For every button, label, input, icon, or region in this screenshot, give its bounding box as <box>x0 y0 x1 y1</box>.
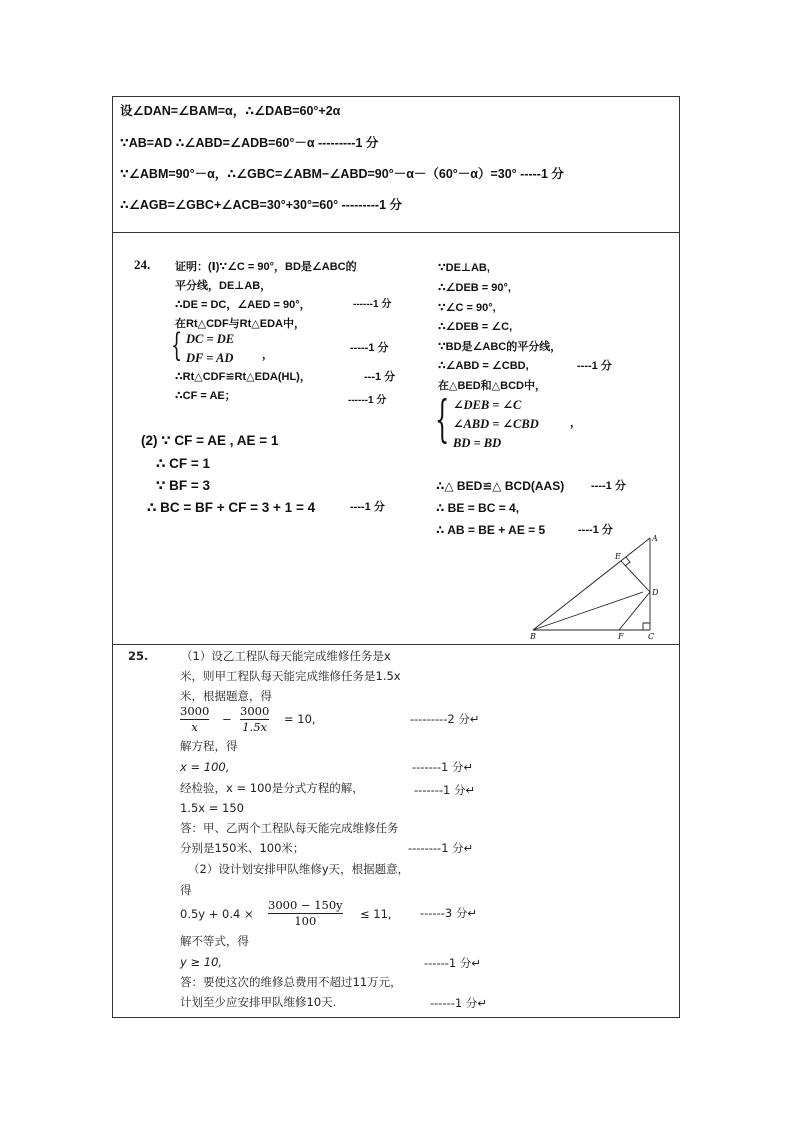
q24-right-line-9: ∴ BE = BC = 4, <box>436 501 520 515</box>
q25-line-10: （2）设计划安排甲队维修y天，根据题意， <box>188 862 410 876</box>
q24-left-score-3: ---1 分 <box>364 371 396 383</box>
label-A: A <box>652 534 658 543</box>
q24-part2-line-3: ∵ BF = 3 <box>156 478 211 493</box>
q25-number: 25. <box>128 649 149 663</box>
q25-line-15-score: ------1 分↵ <box>430 996 488 1010</box>
q25-line-6-score: -------1 分↵ <box>414 783 476 797</box>
q25-line-9-score: --------1 分↵ <box>408 841 474 855</box>
q25-line-15: 计划至少应安排甲队维修10天. <box>180 995 337 1009</box>
label-E: E <box>615 552 621 561</box>
q24-left-line-4: 在Rt△CDF与Rt△EDA中， <box>175 318 305 330</box>
q24-left-system-tail: ， <box>262 349 273 361</box>
q25-line-6: 经检验，x = 100是分式方程的解， <box>180 781 364 795</box>
q25-eq1-tail: = 10, <box>284 712 316 726</box>
q24-right-system-2: ∠ABD = ∠CBD <box>453 417 539 431</box>
q24-right-line-8: ∴△ BED≌△ BCD(AAS) <box>436 479 565 493</box>
q25-eq2-numerator: 3000 − 150y <box>268 898 343 912</box>
q24-right-line-4: ∴∠DEB = ∠C, <box>438 321 513 333</box>
label-B: B <box>530 632 536 641</box>
q25-eq1-fraction-1 <box>180 705 209 734</box>
q24-right-system-3: BD = BD <box>453 436 502 450</box>
q25-line-13: y ≥ 10, <box>180 955 223 969</box>
q24-left-score-2: -----1 分 <box>350 342 389 354</box>
q24-part2-score: ----1 分 <box>350 501 385 513</box>
q25-eq1-denominator-1: x <box>191 720 198 735</box>
q25-line-5: x = 100, <box>180 760 230 774</box>
q24-right-line-3: ∵∠C = 90°, <box>438 302 496 314</box>
q24-left-score-4: ------1 分 <box>348 395 387 406</box>
q23-line-1: 设∠DAN=∠BAM=α，∴∠DAB=60°+2α <box>120 104 341 118</box>
segment-BD <box>533 592 643 630</box>
q24-left-line-5: ∴Rt△CDF≌Rt△EDA(HL)， <box>175 371 311 383</box>
q25-line-14: 答：要使这次的维修总费用不超过11万元， <box>180 975 402 989</box>
q24-left-system-2: DF = AD <box>186 351 234 365</box>
q25-eq1-operator: − <box>222 712 232 726</box>
q24-left-line-6: ∴CF = AE； <box>175 390 236 402</box>
q25-line-4: 解方程，得 <box>180 739 238 753</box>
q25-eq1-score: ---------2 分↵ <box>410 712 480 726</box>
q23-line-4: ∴∠AGB=∠GBC+∠ACB=30°+30°=60° ---------1 分 <box>120 198 403 212</box>
q24-right-line-10: ∴ AB = BE + AE = 5 <box>436 523 546 537</box>
q25-line-5-score: -------1 分↵ <box>412 760 474 774</box>
label-D: D <box>652 588 659 597</box>
q24-right-line-6: ∴∠ABD = ∠CBD, <box>438 360 529 372</box>
q24-right-score-3: ----1 分 <box>578 524 613 536</box>
q25-eq1-numerator-2: 3000 <box>240 704 270 718</box>
right-angle-C <box>643 623 650 630</box>
q24-right-brace: { <box>435 390 450 448</box>
q25-line-12: 解不等式，得 <box>180 934 249 948</box>
q24-left-system-1: DC = DE <box>186 332 235 346</box>
q24-number: 24. <box>134 257 151 272</box>
q25-line-7: 1.5x = 150 <box>180 801 244 815</box>
q24-right-line-7: 在△BED和△BCD中， <box>438 380 546 392</box>
q24-right-system-tail: ， <box>570 417 581 429</box>
q25-eq2-head: 0.5y + 0.4 × <box>180 907 254 921</box>
label-F: F <box>618 632 624 641</box>
q24-left-brace: { <box>171 326 183 364</box>
q25-eq1-denominator-2: 1.5x <box>242 720 268 735</box>
label-C: C <box>648 632 655 641</box>
q23-line-3: ∵∠ABM=90°－α，∴∠GBC=∠ABM−∠ABD=90°－α－（60°－α）=30° -----1 分 <box>120 167 564 181</box>
q24-right-score-1: ----1 分 <box>577 360 612 372</box>
q25-eq2-score: ------3 分↵ <box>420 906 478 920</box>
q24-triangle-figure <box>520 532 670 644</box>
q24-right-line-1: ∵DE⊥AB, <box>438 262 490 274</box>
q25-line-9: 分别是150米、100米； <box>180 841 305 855</box>
q23-line-2: ∵AB=AD ∴∠ABD=∠ADB=60°－α ---------1 分 <box>120 136 379 150</box>
q25-line-8: 答：甲、乙两个工程队每天能完成维修任务 <box>180 821 399 835</box>
segment-FD <box>619 592 650 630</box>
q25-line-1: （1）设乙工程队每天能完成维修任务是x <box>181 649 391 663</box>
q24-part2-line-1: (2) ∵ CF = AE , AE = 1 <box>141 433 279 448</box>
q24-right-system-1: ∠DEB = ∠C <box>453 398 522 412</box>
q24-right-score-2: ----1 分 <box>591 480 626 492</box>
q24-right-line-5: ∵BD是∠ABC的平分线， <box>438 341 562 353</box>
q25-line-2: 米，则甲工程队每天能完成维修任务是1.5x <box>180 669 401 683</box>
q25-eq2-fraction <box>268 899 343 928</box>
q25-line-13-score: ------1 分↵ <box>424 956 482 970</box>
q25-line-11: 得 <box>180 883 192 897</box>
row-divider-2 <box>112 644 680 645</box>
q25-line-3: 米，根据题意，得 <box>180 689 272 703</box>
q25-eq1-numerator-1: 3000 <box>180 704 210 718</box>
q24-right-line-2: ∴∠DEB = 90°, <box>438 282 511 294</box>
q25-eq1-fraction-2 <box>240 705 269 734</box>
row-divider-1 <box>112 232 680 233</box>
q25-eq2-denominator: 100 <box>294 914 317 929</box>
q24-left-line-2: 平分线，DE⊥AB， <box>175 280 272 292</box>
right-angle-E <box>625 557 630 566</box>
segment-BA <box>533 538 650 630</box>
q24-left-line-1: 证明：(Ⅰ)∵∠C = 90°，BD是∠ABC的 <box>175 261 357 273</box>
q24-left-line-3: ∴DE = DC，∠AED = 90°， <box>175 299 311 311</box>
q25-eq2-tail: ≤ 11, <box>360 907 392 921</box>
q24-part2-line-2: ∴ CF = 1 <box>156 456 211 471</box>
q24-left-score-1: ------1 分 <box>353 299 392 310</box>
q24-part2-line-4: ∴ BC = BF + CF = 3 + 1 = 4 <box>147 500 316 515</box>
